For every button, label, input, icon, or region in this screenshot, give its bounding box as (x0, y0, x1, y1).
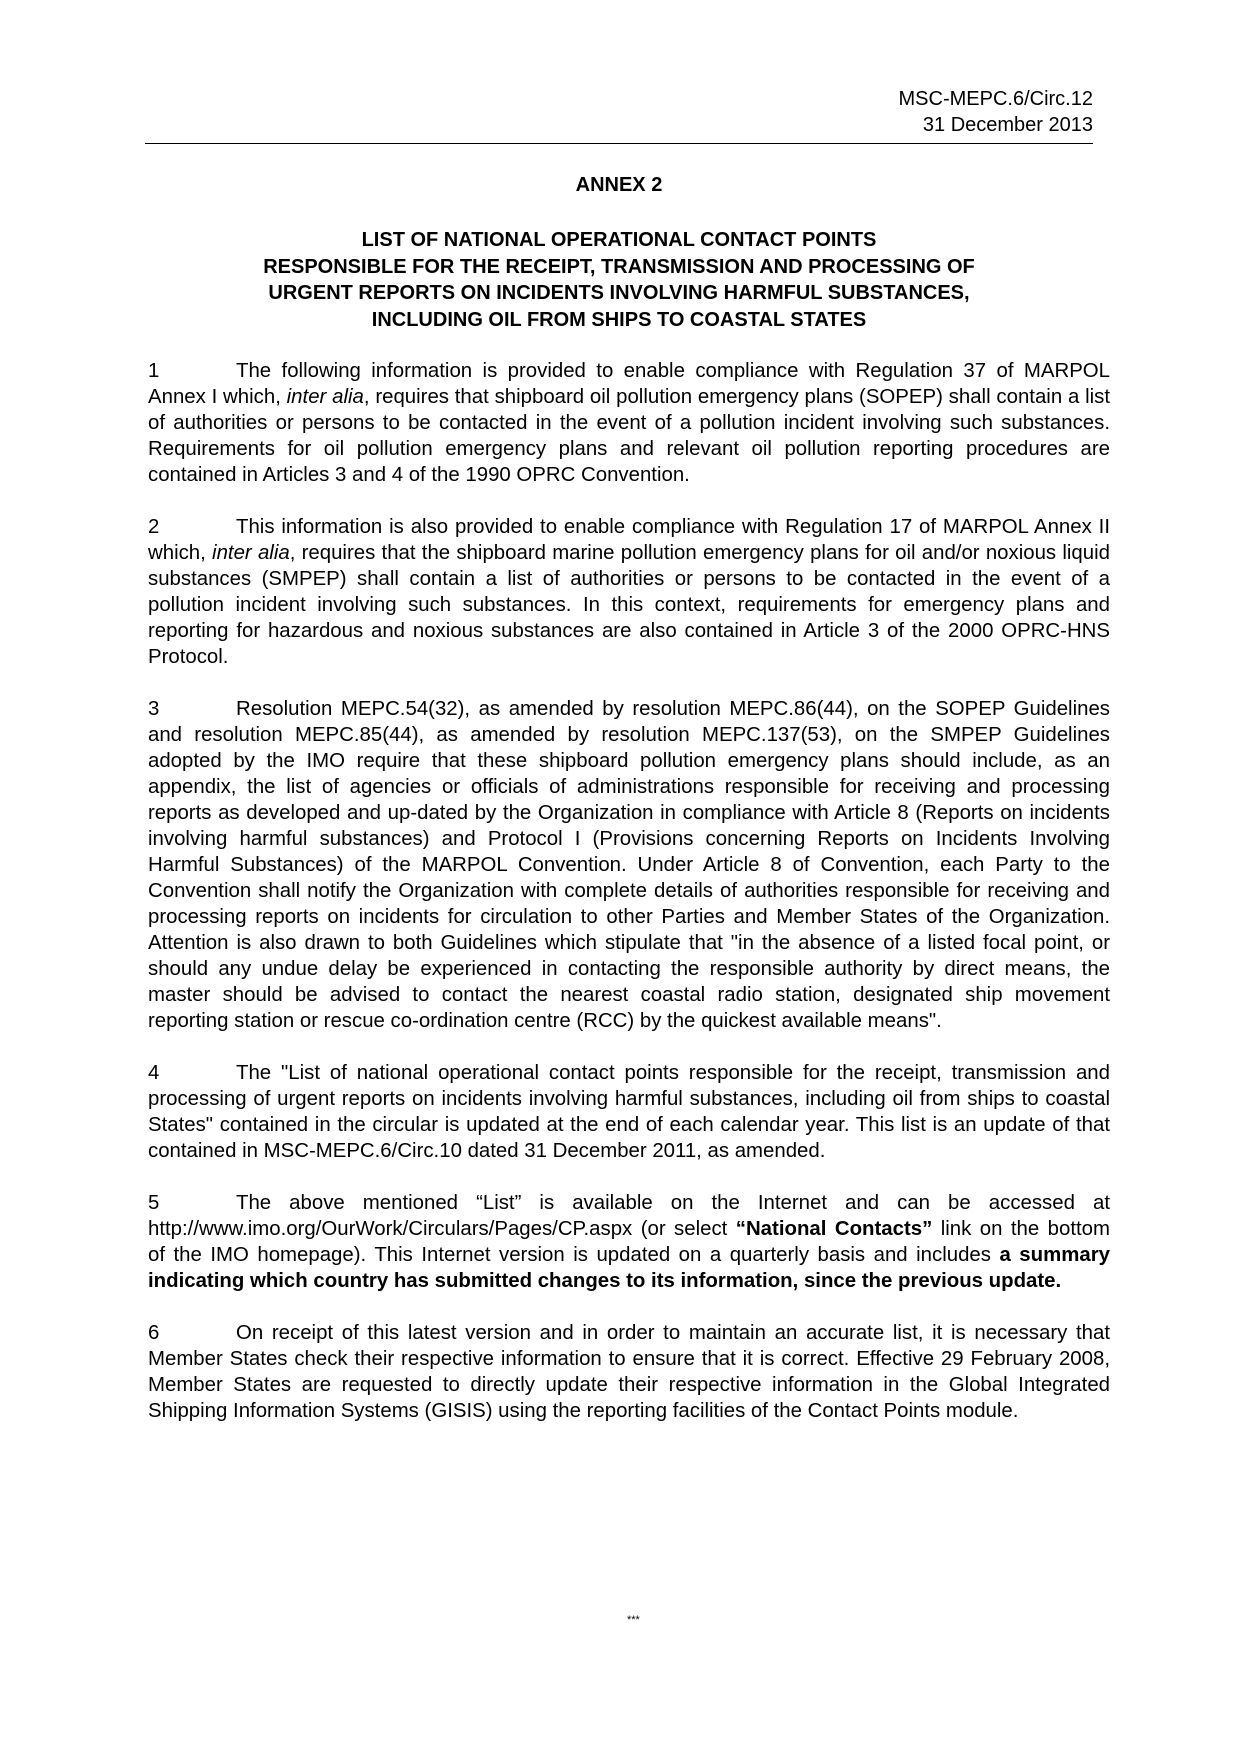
paragraph-number: 3 (148, 698, 160, 720)
document-header (145, 86, 1093, 138)
paragraph-bold-text: “National Contacts” (735, 1218, 933, 1240)
paragraph-text: The "List of national operational contact points responsible for the receipt, transmission and processing of urgent reports on incidents involving harmful substances, including oil from ships to coastal States" contained in the circular is updated at the end of each calendar year. This list is an update of that contained in MSC-MEPC.6/Circ.10 dated 31 December 2011, as amended. (148, 1062, 1110, 1162)
footnote-marker: *** (627, 1614, 640, 1626)
paragraph-number: 1 (148, 360, 160, 382)
paragraph-text: The following information is provided to enable compliance with Regulation 37 of MARPOL Annex I which, (148, 360, 1110, 408)
paragraph-1 (148, 358, 1110, 488)
paragraph-number: 6 (148, 1322, 160, 1344)
paragraph-number: 5 (148, 1192, 160, 1214)
title-line: INCLUDING OIL FROM SHIPS TO COASTAL STATES (371, 308, 867, 331)
paragraph-number: 2 (148, 516, 160, 538)
title-line: RESPONSIBLE FOR THE RECEIPT, TRANSMISSION AND PROCESSING OF (263, 255, 975, 278)
paragraph-text: , requires that shipboard oil pollution emergency plans (SOPEP) shall contain a list of authorities or persons to be contacted in the event of a pollution incident involving such substances. Requirements for oil pollution emergency plans and relevant oil pollution reporting procedures are contained in Articles 3 and 4 of the 1990 OPRC Convention. (148, 386, 1110, 486)
paragraph-italic-text: inter alia (212, 542, 290, 564)
paragraph-bold-text: a summary indicating which country has submitted changes to its information, since the previous update. (148, 1244, 1110, 1292)
paragraph-text: The above mentioned “List” is available on the Internet and can be accessed at http://www.imo.org/OurWork/Circulars/Pages/CP.aspx (or select (148, 1192, 1110, 1240)
annex-title: ANNEX 2 (575, 174, 663, 196)
paragraph-6 (148, 1320, 1110, 1424)
document-symbol: MSC-MEPC.6/Circ.12 (898, 88, 1093, 110)
paragraph-3 (148, 696, 1110, 1034)
title-line: URGENT REPORTS ON INCIDENTS INVOLVING HARMFUL SUBSTANCES, (268, 282, 970, 304)
paragraph-text: This information is also provided to enable compliance with Regulation 17 of MARPOL Annex II which, (148, 516, 1110, 564)
paragraph-text: On receipt of this latest version and in order to maintain an accurate list, it is necessary that Member States check their respective information to ensure that it is correct. Effective 29 February 2008, Member States are requested to directly update their respective information in the Global Integrated Shipping Information Systems (GISIS) using the reporting facilities of the Contact Points module. (148, 1322, 1110, 1422)
paragraph-2 (148, 514, 1110, 670)
paragraph-text: link on the bottom of the IMO homepage). This Internet version is updated on a quarterly basis and includes (148, 1218, 1110, 1266)
document-date: 31 December 2013 (922, 114, 1093, 136)
paragraph-text: Resolution MEPC.54(32), as amended by resolution MEPC.86(44), on the SOPEP Guidelines and resolution MEPC.85(44), as amended by resolution MEPC.137(53), on the SMPEP Guidelines adopted by the IMO require that these shipboard pollution emergency plans should include, as an appendix, the list of agencies or officials of administrations responsible for receiving and processing reports as developed and up-dated by the Organization in compliance with Article 8 (Reports on incidents involving harmful substances) and Protocol I (Provisions concerning Reports on Incidents Involving Harmful Substances) of the MARPOL Convention. Under Article 8 of Convention, each Party to the Convention shall notify the Organization with complete details of authorities responsible for receiving and processing reports on incidents for circulation to other Parties and Member States of the Organization. Attention is also drawn to both Guidelines which stipulate that "in the absence of a listed focal point, or should any undue delay be experienced in contacting the responsible authority by direct means, the master should be advised to contact the nearest coastal radio station, designated ship movement reporting station or rescue co-ordination centre (RCC) by the quickest available means". (148, 698, 1110, 1032)
document-body (148, 358, 1110, 1450)
title-line: LIST OF NATIONAL OPERATIONAL CONTACT POINTS (361, 229, 877, 251)
paragraph-text: , requires that the shipboard marine pollution emergency plans for oil and/or noxious liquid substances (SMPEP) shall contain a list of authorities or persons to be contacted in the event of a pollution incident involving such substances. In this context, requirements for emergency plans and reporting for hazardous and noxious substances are also contained in Article 3 of the 2000 OPRC-HNS Protocol. (148, 542, 1110, 668)
paragraph-italic-text: inter alia (286, 386, 364, 408)
paragraph-5 (148, 1190, 1110, 1294)
header-divider (145, 143, 1093, 144)
document-title (145, 227, 1093, 333)
paragraph-4 (148, 1060, 1110, 1164)
paragraph-number: 4 (148, 1062, 160, 1084)
